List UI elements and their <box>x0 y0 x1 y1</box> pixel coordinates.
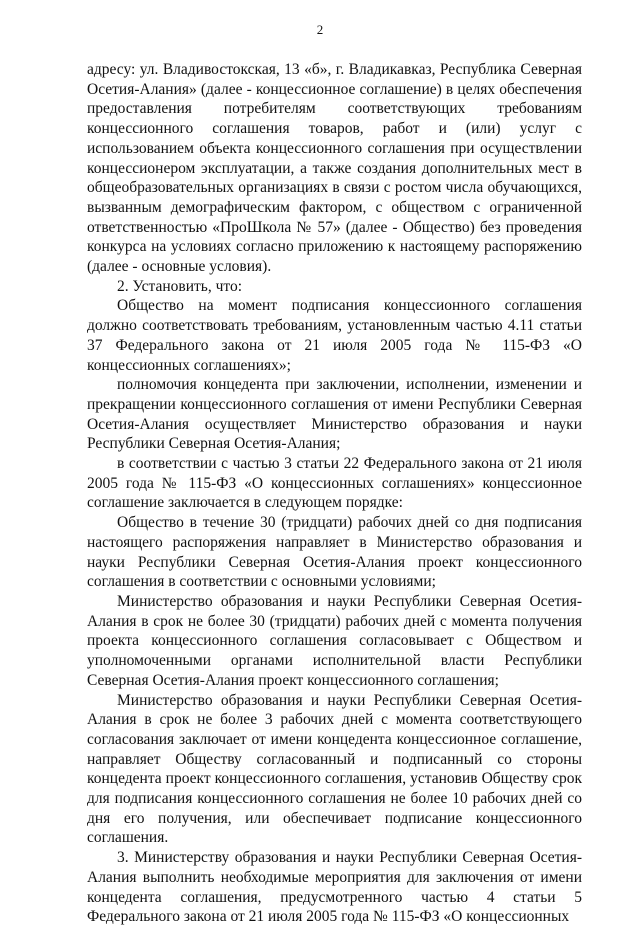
paragraph-company-requirements: Общество на момент подписания концессионного соглашения должно соответствовать требованиям, установленным частью 4.11 статьи 37 Федерального закона от 21 июля 2005 года № 115-ФЗ «О концессионных соглашениях»; <box>87 297 582 374</box>
paragraph-grantor-powers: полномочия концедента при заключении, исполнении, изменении и прекращении концессионного соглашения от имени Республики Северная Осетия-Алания осуществляет Министерство образования и науки Республики Северная Осетия-Алания; <box>87 376 582 453</box>
paragraph-procedure-intro: в соответствии с частью 3 статьи 22 Федерального закона от 21 июля 2005 года № 115-ФЗ «О концессионных соглашениях» концессионное соглашение заключается в следующем порядке: <box>87 455 582 512</box>
paragraph-item-3: 3. Министерству образования и науки Республики Северная Осетия-Алания выполнить необходимые мероприятия для заключения от имени концедента соглашения, предусмотренного частью 4 статьи 5 Федерального закона от 21 июля 2005 года № 115-ФЗ «О концессионных <box>87 849 582 926</box>
paragraph-procedure-step-3: Министерство образования и науки Республики Северная Осетия-Алания в срок не более 3 рабочих дней с момента соответствующего согласования заключает от имени концедента концессионное соглашение, направляет Обществу согласованный и подписанный со стороны концедента проект концессионного соглашения, установив Обществу срок для подписания концессионного соглашения не более 10 рабочих дней со дня его получения, или обеспечивает подписание концессионного соглашения. <box>87 691 582 847</box>
page-number: 2 <box>316 22 324 37</box>
paragraph-procedure-step-2: Министерство образования и науки Республики Северная Осетия-Алания в срок не более 30 (тридцати) рабочих дней с момента получения проекта концессионного соглашения согласовывает с Обществом и уполномоченными органами исполнительной власти Республики Северная Осетия-Алания проект концессионного соглашения; <box>87 592 582 689</box>
paragraph-item-2: 2. Установить, что: <box>117 277 243 295</box>
document-body <box>87 60 582 927</box>
paragraph-procedure-step-1: Общество в течение 30 (тридцати) рабочих дней со дня подписания настоящего распоряжения направляет в Министерство образования и науки Республики Северная Осетия-Алания проект концессионного соглашения в соответствии с основными условиями; <box>87 514 582 591</box>
paragraph-continuation: адресу: ул. Владивостокская, 13 «б», г. Владикавказ, Республика Северная Осетия-Алания» (далее - концессионное соглашение) в целях обеспечения предоставления потребителям соответствующих требованиям концессионного соглашения товаров, работ и (или) услуг с использованием объекта концессионного соглашения при осуществлении концессионером эксплуатации, а также создания дополнительных мест в общеобразовательных организациях в связи с ростом числа обучающихся, вызванным демографическим фактором, с обществом с ограниченной ответственностью «ПроШкола № 57» (далее - Общество) без проведения конкурса на условиях согласно приложению к настоящему распоряжению (далее - основные условия). <box>87 61 582 276</box>
